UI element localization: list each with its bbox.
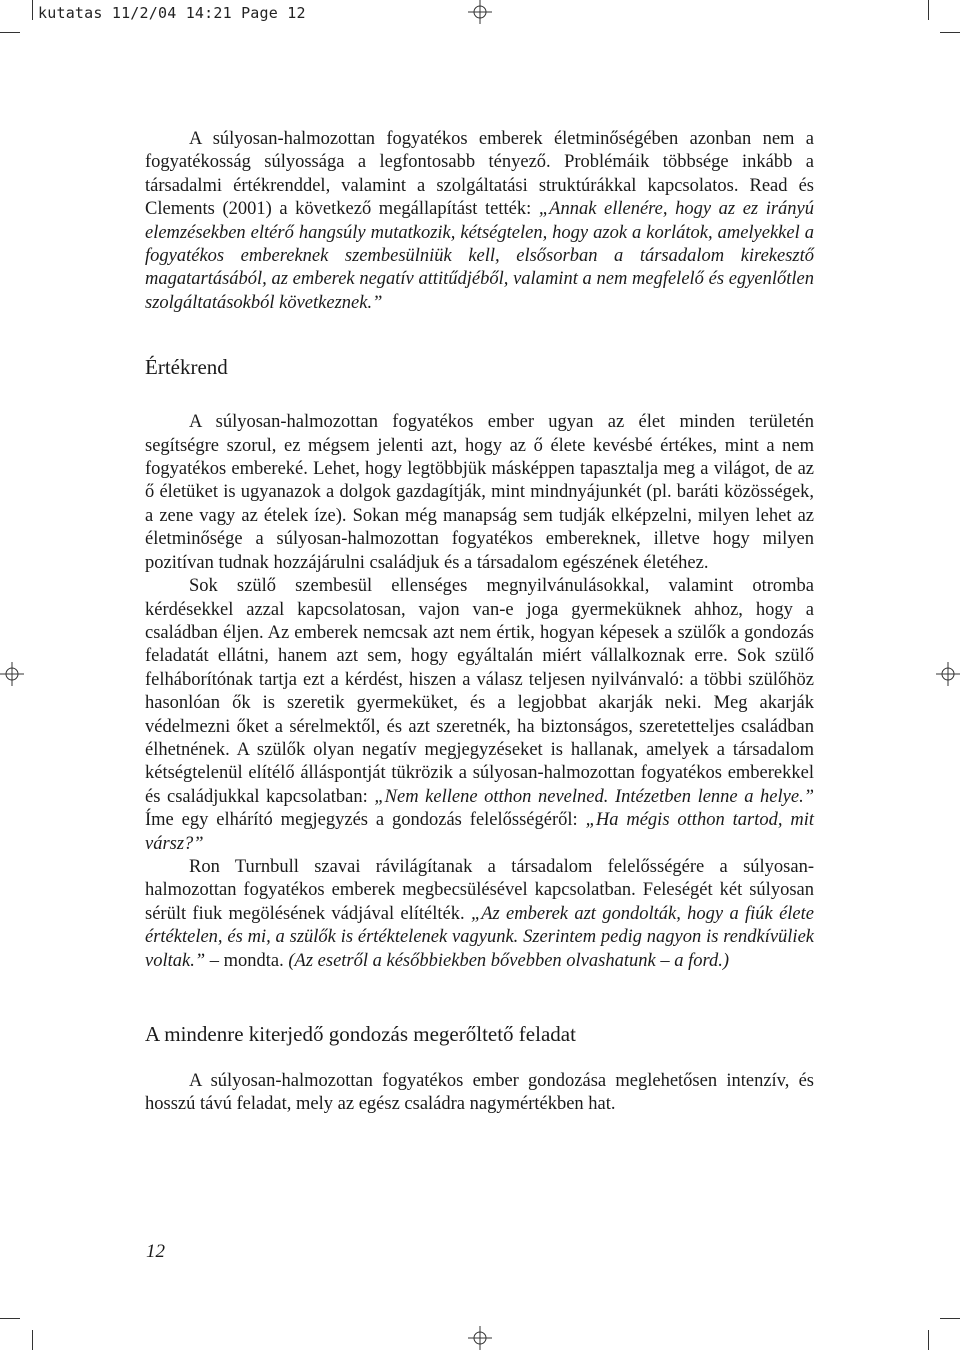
values-p2-text-2: Íme egy elhárító megjegyzés a gondozás felelősségéről: (145, 810, 586, 831)
crop-mark (928, 1330, 929, 1350)
values-paragraph-3 (145, 856, 814, 973)
crop-mark (928, 0, 929, 20)
intro-text: A súlyosan-halmozottan fogyatékos emberek életminőségében azonban nem a fogyatékosság súlyossága a legfontosabb tényező. Problémáik többsége inkább a társadalmi értékrenddel, valamint a szolgáltatási struktúrákkal kapcsolatos. Read és Clements (2001) a következő megállapítást tették: (145, 129, 814, 220)
registration-mark-icon (468, 1326, 492, 1350)
values-p3-quote: „Az emberek azt gondolták, hogy a fiúk élete értéktelen, és mi, a szülők is értéktelenek vagyunk. Szerintem pedig nagyon is rendkívüliek voltak.” (145, 903, 814, 971)
crop-mark (940, 1318, 960, 1319)
print-slug: kutatas 11/2/04 14:21 Page 12 (38, 4, 306, 22)
values-paragraph-1: A súlyosan-halmozottan fogyatékos ember ugyan az élet minden területén segítségre szorul, ez mégsem jelenti azt, hogy az ő élete kevésbé értékes, mint a nem fogyatékos embereké. Lehet, hogy legtöbbjük másképpen tapasztalja meg a világot, de az ő életüket is ugyanazok a dolgok gazdagítják, mint mindnyájunkét (pl. baráti közösségek, a zene vagy az ételek íze). Sokan még manapság sem tudják elképzelni, milyen lehet az életminősége a súlyosan-halmozottan fogyatékos embereknek, illetve hogy milyen pozitívan tudnak hozzájárulni családjuk és a társadalom egészének életéhez. (145, 412, 814, 573)
values-paragraph-2 (145, 575, 814, 856)
crop-mark (32, 0, 33, 20)
page-number: 12 (146, 1241, 165, 1262)
registration-mark-icon (0, 662, 24, 686)
section-heading-care: A mindenre kiterjedő gondozás megerőltető feladat (145, 1022, 576, 1046)
registration-mark-icon (936, 662, 960, 686)
values-p2-quote-1: „Nem kellene otthon nevelned. Intézetben lenne a helye.” (374, 786, 814, 807)
values-p3-text: Ron Turnbull szavai rávilágítanak a társadalom felelősségére a súlyosan-halmozottan fogyatékos emberek megbecsülésével kapcsolatban. Feleségét két súlyosan sérült fiuk megölésének vádjával elítélték. (145, 856, 814, 924)
care-paragraph-1: A súlyosan-halmozottan fogyatékos ember gondozása meglehetősen intenzív, és hosszú távú feladat, mely az egész családra nagymértékben hat. (145, 1071, 814, 1115)
values-p3-text-2: – mondta. (205, 950, 289, 971)
section-heading-values: Értékrend (145, 355, 228, 380)
page-body (145, 128, 814, 1117)
values-p2-text: Sok szülő szembesül ellenséges megnyilvánulásokkal, valamint otromba kérdésekkel azzal kapcsolatosan, vajon van-e joga gyermeküknek ahhoz, hogy a családban éljen. Az emberek nemcsak azt nem értik, hogyan képesek a szülők a gondozás feladatát ellátni, hanem azt sem, hogy egyáltalán miért vállalkoznak erre. Sok szülő felháborítónak tartja ezt a kérdést, hiszen a válasz teljesen nyilvánvaló: a többi szülőhöz hasonlóan ők is szeretik gyermeküket, és a legjobbat akarják neki. Meg akarják védelmezni őket a sérelmektől, és azt szeretnék, ha biztonságos, szeretetteljes családban élhetnének. A szülők olyan negatív megjegyzéseket is hallanak, amelyek a társadalom kétségtelenül elítélő álláspontját tükrözik a súlyosan-halmozottan fogyatékos emberekkel és családjukkal kapcsolatban: (145, 576, 814, 807)
crop-mark (0, 1318, 20, 1319)
intro-paragraph (145, 128, 814, 315)
crop-mark (0, 32, 20, 33)
crop-mark (940, 32, 960, 33)
intro-quote: „Annak ellenére, hogy az ez irányú elemzésekben eltérő hangsúly mutatkozik, kétségtelen, hogy azok a korlátok, amelyekkel a fogyatékos embereknek szembesülniük kell, elsősorban a társadalom kirekesztő magatartásából, az emberek negatív attitűdjéből, valamint a nem megfelelő és egyenlőtlen szolgáltatásokból következnek.” (145, 199, 814, 313)
crop-mark (32, 1330, 33, 1350)
registration-mark-icon (468, 0, 492, 24)
values-p3-note: (Az esetről a későbbiekben bővebben olvashatunk – a ford.) (288, 950, 730, 971)
values-p2-quote-2: „Ha mégis otthon tartod, mit vársz?” (145, 810, 814, 854)
